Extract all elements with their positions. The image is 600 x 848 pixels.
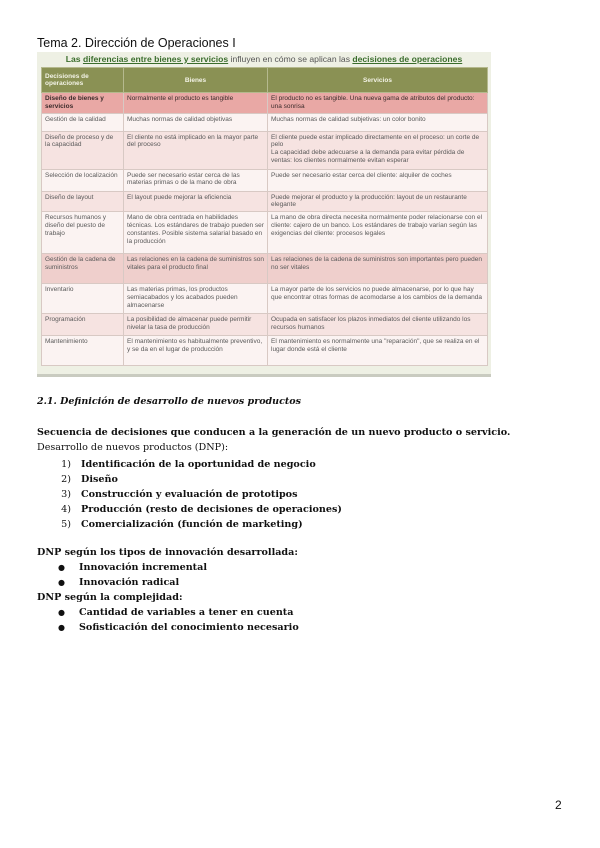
table-header-row [42, 68, 488, 93]
table-cell: La mano de obra directa necesita normalmente poder relacionarse con el cliente: cajero de un banco. Los estándares de trabajo varían según las exigencias del cliente: procesos legales [268, 212, 488, 254]
table-cell: Programación [42, 314, 124, 336]
table-cell: Muchas normas de calidad subjetivas: un color bonito [268, 113, 488, 131]
table-cell: Diseño de layout [42, 191, 124, 212]
table-cell: Puede ser necesario estar cerca de las materias primas o de la mano de obra [124, 169, 268, 191]
table-row [42, 131, 488, 169]
list-item-text: Innovación radical [79, 577, 180, 588]
list-item [37, 502, 342, 517]
table-cell: La posibilidad de almacenar puede permitir nivelar la tasa de producción [124, 314, 268, 336]
bullet-icon: ● [58, 578, 65, 587]
operations-table [41, 67, 488, 366]
table-cell: Las relaciones de la cadena de suministros son importantes pero pueden no ser vitales [268, 254, 488, 284]
list-item-text: Identificación de la oportunidad de negocio [81, 459, 316, 470]
table-row [42, 284, 488, 314]
table-row [42, 113, 488, 131]
table-row [42, 191, 488, 212]
table-cell: Las relaciones en la cadena de suministros son vitales para el producto final [124, 254, 268, 284]
list-item-text: Producción (resto de decisiones de operaciones) [81, 504, 342, 515]
list-item-text: Comercialización (función de marketing) [81, 519, 303, 530]
column-header-decisions: Decisiones de operaciones [42, 68, 124, 93]
list-item-text: Cantidad de variables a tener en cuenta [79, 607, 294, 618]
table-cell: El mantenimiento es normalmente una "reparación", que se realiza en el lugar donde está el cliente [268, 336, 488, 366]
list-item [37, 472, 342, 487]
table-cell: Gestión de la cadena de suministros [42, 254, 124, 284]
operations-table-figure [37, 52, 491, 377]
table-cell: El mantenimiento es habitualmente preventivo, y se da en el lugar de producción [124, 336, 268, 366]
table-cell: Ocupada en satisfacer los plazos inmediatos del cliente utilizando los recursos humanos [268, 314, 488, 336]
intro-line-1: Secuencia de decisiones que conducen a la generación de un nuevo producto o servicio. [37, 427, 511, 438]
page-number: 2 [555, 798, 562, 812]
figure-title-part2: influyen en cómo se aplican las [228, 54, 353, 64]
table-cell: Puede ser necesario estar cerca del cliente: alquiler de coches [268, 169, 488, 191]
table-cell: Normalmente el producto es tangible [124, 93, 268, 114]
document-header-title: Tema 2. Dirección de Operaciones I [37, 36, 236, 50]
complexity-heading: DNP según la complejidad: [37, 592, 183, 603]
table-row [42, 212, 488, 254]
innovation-heading: DNP según los tipos de innovación desarrollada: [37, 547, 298, 558]
list-item-text: Innovación incremental [79, 562, 207, 573]
table-cell: La mayor parte de los servicios no puede almacenarse, por lo que hay que encontrar otras formas de acomodarse a los cambios de la demanda [268, 284, 488, 314]
figure-title [37, 52, 491, 67]
list-number: 5) [61, 519, 71, 530]
list-number: 2) [61, 474, 71, 485]
table-row [42, 254, 488, 284]
column-header-services: Servicios [268, 68, 488, 93]
intro-line-2: Desarrollo de nuevos productos (DNP): [37, 442, 229, 453]
column-header-goods: Bienes [124, 68, 268, 93]
section-heading: 2.1. Definición de desarrollo de nuevos productos [37, 396, 301, 407]
list-item [37, 575, 207, 590]
bullet-icon: ● [58, 608, 65, 617]
table-cell: Muchas normas de calidad objetivas [124, 113, 268, 131]
innovation-list [37, 560, 207, 590]
table-cell: El producto no es tangible. Una nueva gama de atributos del producto: una sonrisa [268, 93, 488, 114]
list-item [37, 517, 342, 532]
table-cell: Las materias primas, los productos semiacabados y los acabados pueden almacenarse [124, 284, 268, 314]
complexity-list [37, 605, 299, 635]
table-cell: Recursos humanos y diseño del puesto de trabajo [42, 212, 124, 254]
figure-title-link2: decisiones de operaciones [352, 54, 463, 64]
table-cell: Selección de localización [42, 169, 124, 191]
list-number: 1) [61, 459, 71, 470]
table-cell: Puede mejorar el producto y la producción: layout de un restaurante elegante [268, 191, 488, 212]
table-cell: Diseño de bienes y servicios [42, 93, 124, 114]
list-item-text: Sofisticación del conocimiento necesario [79, 622, 299, 633]
table-cell: Diseño de proceso y de la capacidad [42, 131, 124, 169]
table-cell: Mano de obra centrada en habilidades técnicas. Los estándares de trabajo pueden ser constantes. Posible sistema salarial basado en la producción [124, 212, 268, 254]
table-row [42, 169, 488, 191]
table-cell: El cliente puede estar implicado directamente en el proceso: un corte de pelo La capacidad debe adecuarse a la demanda para evitar pérdida de ventas: los clientes normalmente evitan esperar [268, 131, 488, 169]
table-cell: El layout puede mejorar la eficiencia [124, 191, 268, 212]
table-row [42, 93, 488, 114]
list-item [37, 620, 299, 635]
bullet-icon: ● [58, 623, 65, 632]
list-item [37, 457, 342, 472]
table-cell: Gestión de la calidad [42, 113, 124, 131]
list-item [37, 605, 299, 620]
table-row [42, 336, 488, 366]
table-cell: Mantenimiento [42, 336, 124, 366]
table-row [42, 314, 488, 336]
list-item [37, 487, 342, 502]
figure-title-link1: diferencias entre bienes y servicios [82, 54, 229, 64]
list-number: 4) [61, 504, 71, 515]
table-cell: Inventario [42, 284, 124, 314]
list-number: 3) [61, 489, 71, 500]
figure-title-part1: Las [65, 54, 83, 64]
list-item-text: Diseño [81, 474, 118, 485]
bullet-icon: ● [58, 563, 65, 572]
list-item-text: Construcción y evaluación de prototipos [81, 489, 298, 500]
dnp-steps-list [37, 457, 342, 532]
list-item [37, 560, 207, 575]
table-cell: El cliente no está implicado en la mayor parte del proceso [124, 131, 268, 169]
